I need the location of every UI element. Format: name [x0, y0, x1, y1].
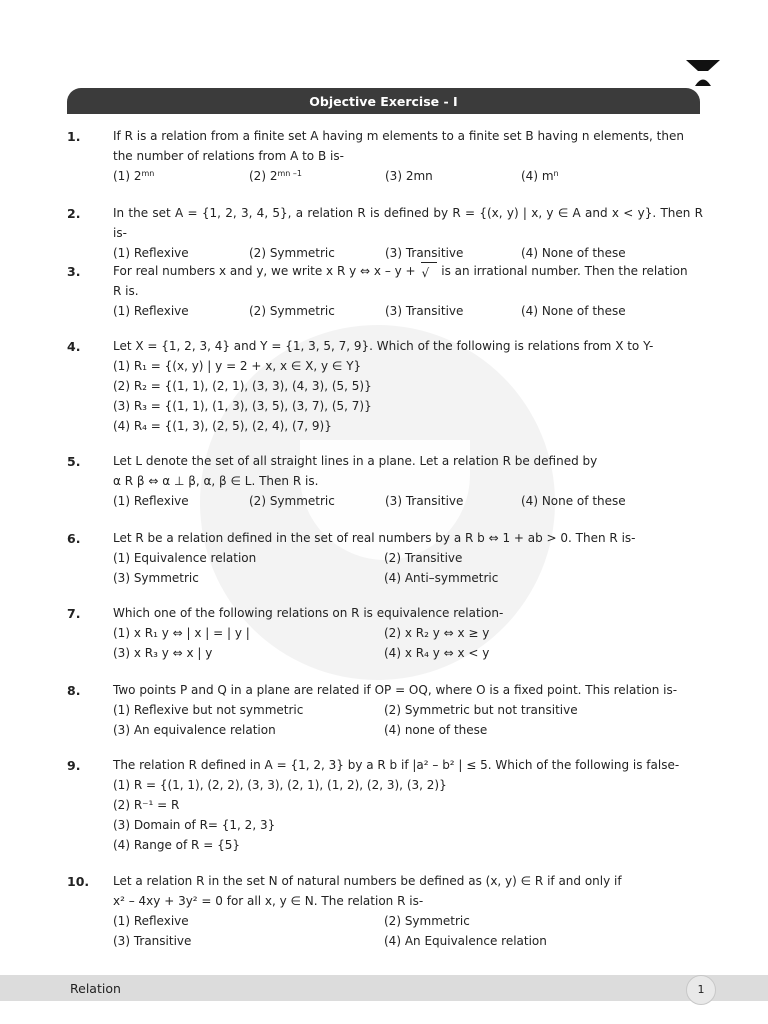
option-1[interactable]: (1) Reflexive	[113, 246, 189, 260]
question-text-line: Let L denote the set of all straight lines in a plane. Let a relation R be defined by	[113, 454, 598, 468]
options-row	[113, 931, 703, 951]
option-4[interactable]: (4) x R₄ y ⇔ x < y	[384, 646, 490, 660]
question-number: 9.	[67, 758, 81, 773]
option-2[interactable]: (2) $2^{mn -1}$	[249, 169, 302, 183]
question-text-line: x² – 4xy + 3y² = 0 for all x, y ∈ N. The relation R is-	[113, 894, 424, 908]
question-number: 8.	[67, 683, 81, 698]
page-number: 1	[686, 975, 716, 1005]
question-number: 6.	[67, 531, 81, 546]
option-2[interactable]: (2) Symmetric	[384, 914, 470, 928]
option-4[interactable]: (4) None of these	[521, 246, 626, 260]
option-1[interactable]: (1) Reflexive	[113, 304, 189, 318]
question-text-line: Let a relation R in the set N of natural numbers be defined as (x, y) ∈ R if and only if	[113, 874, 622, 888]
option-1[interactable]: (1) Equivalence relation	[113, 551, 257, 565]
option-4[interactable]: (4) R₄ = {(1, 3), (2, 5), (2, 4), (7, 9)}	[113, 419, 332, 433]
question-number: 3.	[67, 264, 81, 279]
options-row	[113, 301, 703, 321]
question-text: Which one of the following relations on R is equivalence relation-	[113, 606, 504, 620]
question-text-line: If R is a relation from a finite set A having m elements to a finite set B having n elements, then	[113, 129, 684, 143]
option-2[interactable]: (2) R⁻¹ = R	[113, 798, 180, 812]
option-3[interactable]: (3) Transitive	[385, 494, 464, 508]
option-3[interactable]: (3) Domain of R= {1, 2, 3}	[113, 818, 276, 832]
chapter-label: Relation	[70, 981, 121, 996]
option-1[interactable]: (1) Reflexive but not symmetric	[113, 703, 304, 717]
option-2[interactable]: (2) Transitive	[384, 551, 463, 565]
question-number: 5.	[67, 454, 81, 469]
question-text: Let X = {1, 2, 3, 4} and Y = {1, 3, 5, 7, 9}. Which of the following is relations from X to Y-	[113, 339, 654, 353]
brand-logo-icon	[686, 60, 720, 86]
section-title: Objective Exercise - I	[309, 94, 458, 109]
question-number: 1.	[67, 129, 81, 144]
option-1[interactable]: (1) R = {(1, 1), (2, 2), (3, 3), (2, 1), (1, 2), (2, 3), (3, 2)}	[113, 778, 447, 792]
option-3[interactable]: (3) Transitive	[113, 934, 192, 948]
question-text	[113, 261, 703, 301]
option-4[interactable]: (4) An Equivalence relation	[384, 934, 547, 948]
option-2[interactable]: (2) x R₂ y ⇔ x ≥ y	[384, 626, 490, 640]
option-4[interactable]: (4) Range of R = {5}	[113, 838, 240, 852]
option-1[interactable]: (1) Reflexive	[113, 914, 189, 928]
question-number: 4.	[67, 339, 81, 354]
question-text	[113, 126, 703, 166]
option-3[interactable]: (3) Transitive	[385, 304, 464, 318]
option-2[interactable]: (2) Symmetric	[249, 246, 335, 260]
question-text: The relation R defined in A = {1, 2, 3} by a R b if |a² – b² | ≤ 5. Which of the following is false-	[113, 758, 680, 772]
question-text	[113, 451, 703, 491]
option-3[interactable]: (3) Transitive	[385, 246, 464, 260]
options-row	[113, 720, 703, 740]
option-4[interactable]: (4) Anti–symmetric	[384, 571, 499, 585]
option-1[interactable]: (1) R₁ = {(x, y) | y = 2 + x, x ∈ X, y ∈ Y}	[113, 359, 362, 373]
option-4[interactable]: (4) None of these	[521, 494, 626, 508]
option-3[interactable]: (3) x R₃ y ⇔ x | y	[113, 646, 213, 660]
section-header	[67, 88, 700, 114]
question-number: 10.	[67, 874, 90, 889]
question-number: 7.	[67, 606, 81, 621]
option-2[interactable]: (2) Symmetric but not transitive	[384, 703, 578, 717]
option-1[interactable]: (1) x R₁ y ⇔ | x | = | y |	[113, 626, 250, 640]
question-text-line: R is.	[113, 284, 139, 298]
option-4[interactable]: (4) $m^n$	[521, 169, 559, 183]
options-row	[113, 243, 703, 263]
option-4[interactable]: (4) none of these	[384, 723, 488, 737]
question-number: 2.	[67, 206, 81, 221]
option-4[interactable]: (4) None of these	[521, 304, 626, 318]
option-3[interactable]: (3) An equivalence relation	[113, 723, 276, 737]
question-text-line: the number of relations from A to B is-	[113, 149, 344, 163]
option-3[interactable]: (3) Symmetric	[113, 571, 199, 585]
options-row	[113, 700, 703, 720]
options-row	[113, 548, 703, 568]
options-row	[113, 491, 703, 511]
option-1[interactable]: (1) Reflexive	[113, 494, 189, 508]
option-3[interactable]: (3) R₃ = {(1, 1), (1, 3), (3, 5), (3, 7), (5, 7)}	[113, 399, 372, 413]
option-3[interactable]: (3) 2mn	[385, 169, 433, 183]
question-text-line: For real numbers x and y, we write x R y ⇔ x – y + √ is an irrational number. Then the relation	[113, 264, 688, 280]
question-text: Let R be a relation defined in the set of real numbers by a R b ⇔ 1 + ab > 0. Then R is-	[113, 531, 636, 545]
question-text: Two points P and Q in a plane are related if OP = OQ, where O is a fixed point. This relation is-	[113, 683, 678, 697]
option-2[interactable]: (2) Symmetric	[249, 494, 335, 508]
option-1[interactable]: (1) $2^{mn}$	[113, 169, 155, 183]
options-row	[113, 568, 703, 588]
page-footer	[0, 975, 768, 1001]
option-2[interactable]: (2) Symmetric	[249, 304, 335, 318]
option-2[interactable]: (2) R₂ = {(1, 1), (2, 1), (3, 3), (4, 3), (5, 5)}	[113, 379, 372, 393]
options-row	[113, 623, 703, 643]
options-row	[113, 643, 703, 663]
square-root-icon: √	[421, 262, 437, 275]
options-row	[113, 166, 703, 186]
question-text: In the set A = {1, 2, 3, 4, 5}, a relation R is defined by R = {(x, y) | x, y ∈ A and x < y}. Then R is-	[113, 206, 703, 240]
question-text	[113, 871, 703, 911]
question-text-line: α R β ⇔ α ⊥ β, α, β ∈ L. Then R is.	[113, 474, 319, 488]
options-row	[113, 911, 703, 931]
